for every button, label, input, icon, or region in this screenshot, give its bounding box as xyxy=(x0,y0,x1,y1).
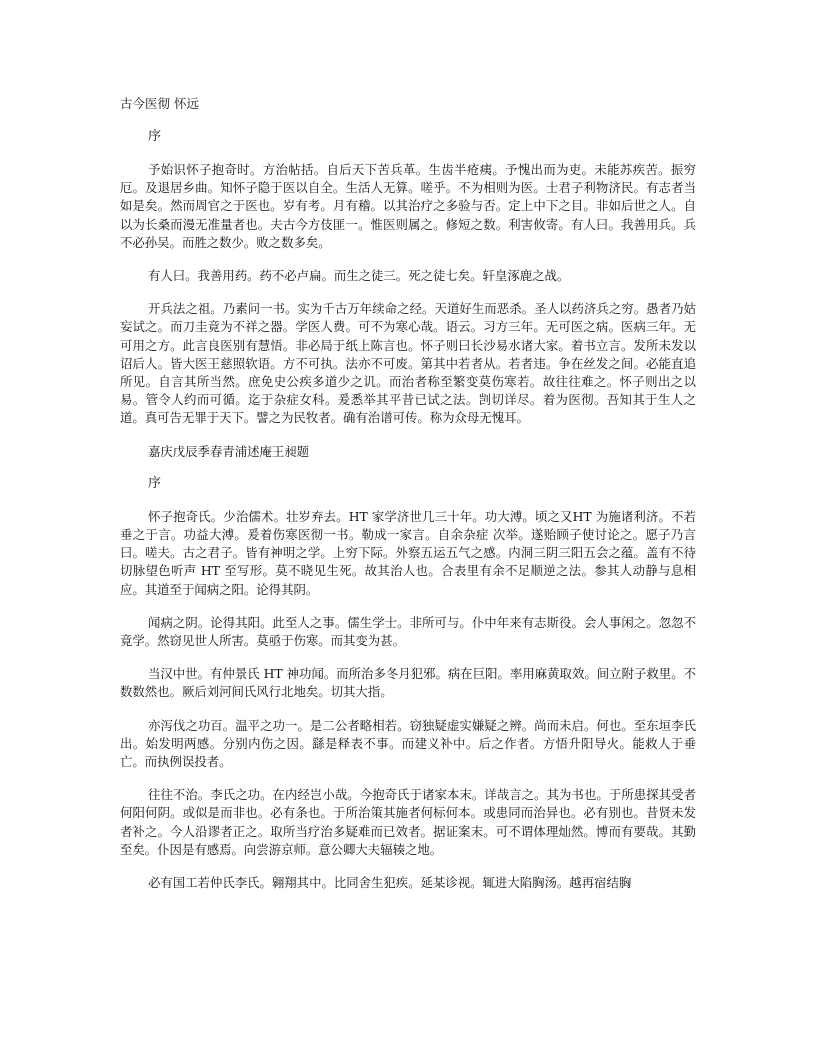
section-heading: 序 xyxy=(148,129,162,144)
signature-line: 嘉庆戊辰季春青浦述庵王昶题 xyxy=(148,443,310,459)
paragraph: 予始识怀子抱奇时。方治帖括。自后天下苦兵革。生齿半疮痍。予愧出而为吏。未能苏疾苦。振穷厄。及退居乡曲。知怀子隐于医以自全。生活人无算。嗟乎。不为相则为医。士君子利物济民。有志者当如是矣。然而周官之于医也。岁有考。月有稽。以其治疗之多验与否。定上中下之目。非如后世之人。自以为长桑而漫无准量者也。夫古今方伎匪一。惟医则属之。修短之数。利害攸寄。有人曰。我善用兵。兵不必孙吴。而胜之数少。败之数多矣。 xyxy=(120,162,696,250)
document-page xyxy=(120,96,696,907)
paragraph: 亦泻伐之功百。温平之功一。是二公者略相若。窃独疑虚实嫌疑之辨。尚而未启。何也。至东垣李氏出。始发明两感。分别内伤之因。繇是释表不事。而建义补中。后之作者。方悟升阳导火。能救人于垂亡。而执例误投者。 xyxy=(120,717,696,770)
paragraph: 往往不治。李氏之功。在内经岂小哉。今抱奇氏于诸家本末。详哉言之。其为书也。于所患探其受者何阳何阴。或似是而非也。必有条也。于所治策其施者何标何本。或患同而治异也。必有别也。昔贤未发者补之。今人沿谬者正之。取所当疗治多疑难而已效者。据证案末。可不谓体理灿然。博而有要哉。其勤至矣。仆因是有感焉。向尝游京师。意公卿大夫辐辏之地。 xyxy=(120,787,696,857)
paragraph: 有人曰。我善用药。药不必卢扁。而生之徒三。死之徒七矣。轩皇涿鹿之战。 xyxy=(148,268,570,284)
paragraph: 怀子抱奇氏。少治儒术。壮岁弃去。HT 家学济世几三十年。功大溥。顷之又HT 为施诸利济。不若垂之于言。功益大溥。爰着伤寒医彻一书。勒成一家言。自余杂症 次举。遂贻顾子使讨论之。愿子乃言曰。嗟夫。古之君子。皆有神明之学。上穷下际。外察五运五气之感。内洞三阴三阳五会之蕴。盖有不待切脉望色听声 HT 至写形。莫不晓见生死。故其治人也。合表里有余不足顺逆之法。参其人动静与息相应。其道至于闻病之阳。论得其阴。 xyxy=(120,508,696,597)
paragraph: 必有国工若仲氏李氏。翱翔其中。比同舍生犯疾。延某诊视。辄进大陷胸汤。越再宿结胸 xyxy=(148,875,632,891)
paragraph: 当汉中世。有仲景氏 HT 神功闻。而所治多冬月犯邪。病在巨阳。率用麻黄取效。间立附子救里。不数数然也。厥后刘河间氏风行北地矣。切其大指。 xyxy=(120,666,696,700)
paragraph: 闻病之阴。论得其阳。此至人之事。儒生学士。非所可与。仆中年来有志斯役。会人事闲之。忽忽不竟学。然窃见世人所害。莫亟于伤寒。而其变为甚。 xyxy=(120,614,696,649)
paragraph: 开兵法之祖。乃素问一书。实为千古万年续命之经。天道好生而恶杀。圣人以药济兵之穷。愚者乃姑妄试之。而刀圭竟为不祥之器。学医人费。可不为寒心哉。语云。习方三年。无可医之病。医病三年。无可用之方。此言良医别有慧悟。非必局于纸上陈言也。怀子则曰长沙易水诸大家。着书立言。发所未发以诏后人。皆大医王慈照软语。方不可执。法亦不可废。第其中若者从。若者违。争在丝发之间。必能直追所见。自言其所当然。庶免史公疾多道少之讥。而治者称至繁变莫伤寒若。故往往难之。怀子则出之以易。管令人约而可循。迄于杂症女科。爰悉举其平昔已试之法。剀切详尽。着为医彻。吾知其于生人之道。真可告无罪于天下。譬之为民牧者。确有治谱可传。称为众母无愧耳。 xyxy=(120,301,696,426)
document-title: 古今医彻 怀远 xyxy=(120,96,199,111)
section-heading: 序 xyxy=(148,475,162,491)
